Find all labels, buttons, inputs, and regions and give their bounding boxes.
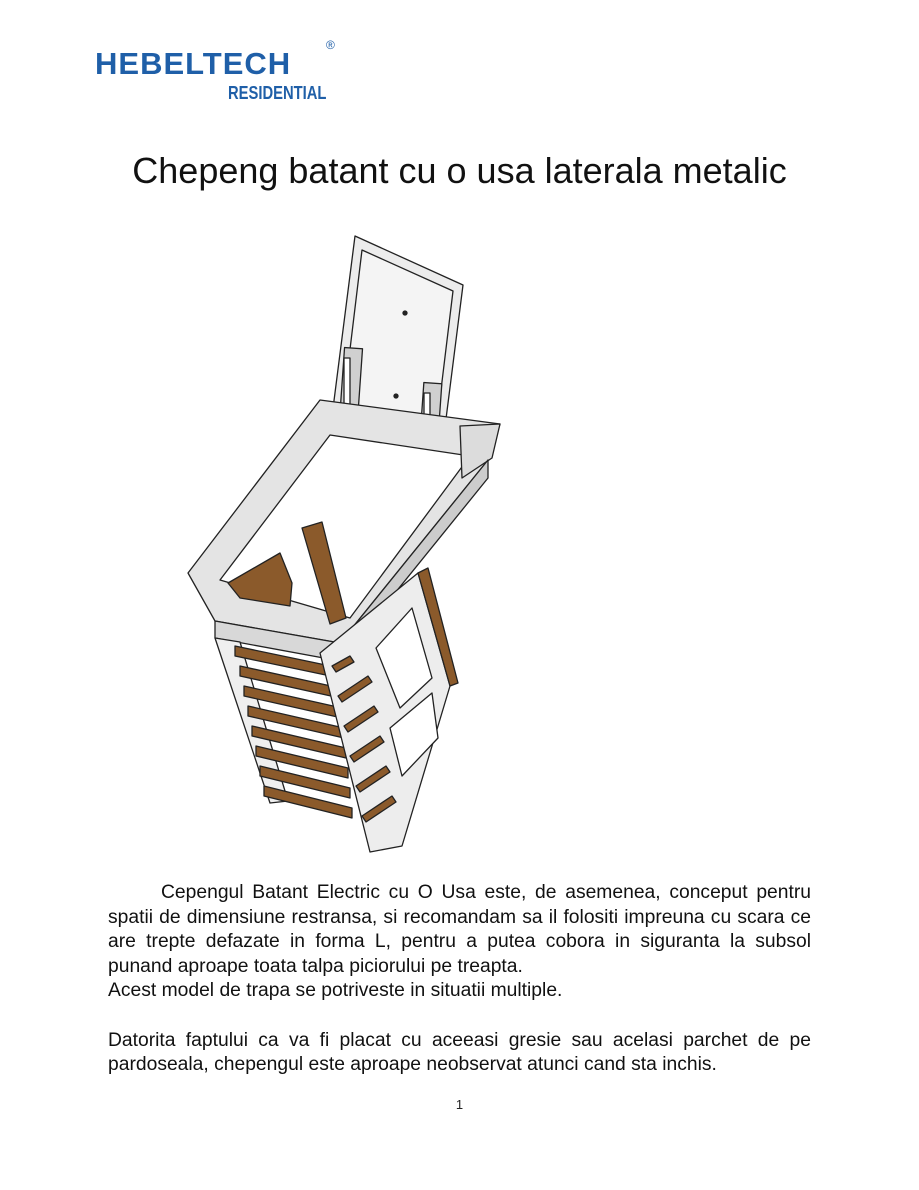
page-title: Chepeng batant cu o usa laterala metalic xyxy=(132,150,787,191)
logo-registered-mark: ® xyxy=(326,38,335,52)
paragraph-intro: Cepengul Batant Electric cu O Usa este, de asemenea, conceput pentru spatii de dimensiune restransa, si recomandam sa il folositi impreuna cu scara ce are trepte defazate in forma L, pentru a putea cobora in siguranta la subsol punand aproape toata talpa piciorului pe treapta. xyxy=(108,882,811,977)
description-text xyxy=(108,881,811,1078)
logo-brand-text: HEBELTECH xyxy=(95,46,292,81)
trapdoor-stair-illustration xyxy=(180,228,510,858)
paragraph-usage: Acest model de trapa se potriveste in situatii multiple. xyxy=(108,980,563,1002)
page-number: 1 xyxy=(455,1097,464,1112)
brand-logo xyxy=(95,38,345,108)
paragraph-finish: Datorita faptului ca va fi placat cu aceeasi gresie sau acelasi parchet de pe pardoseala, chepengul este aproape neobservat atunci cand sta inchis. xyxy=(108,1029,811,1076)
logo-subtitle: RESIDENTIAL xyxy=(228,83,327,103)
